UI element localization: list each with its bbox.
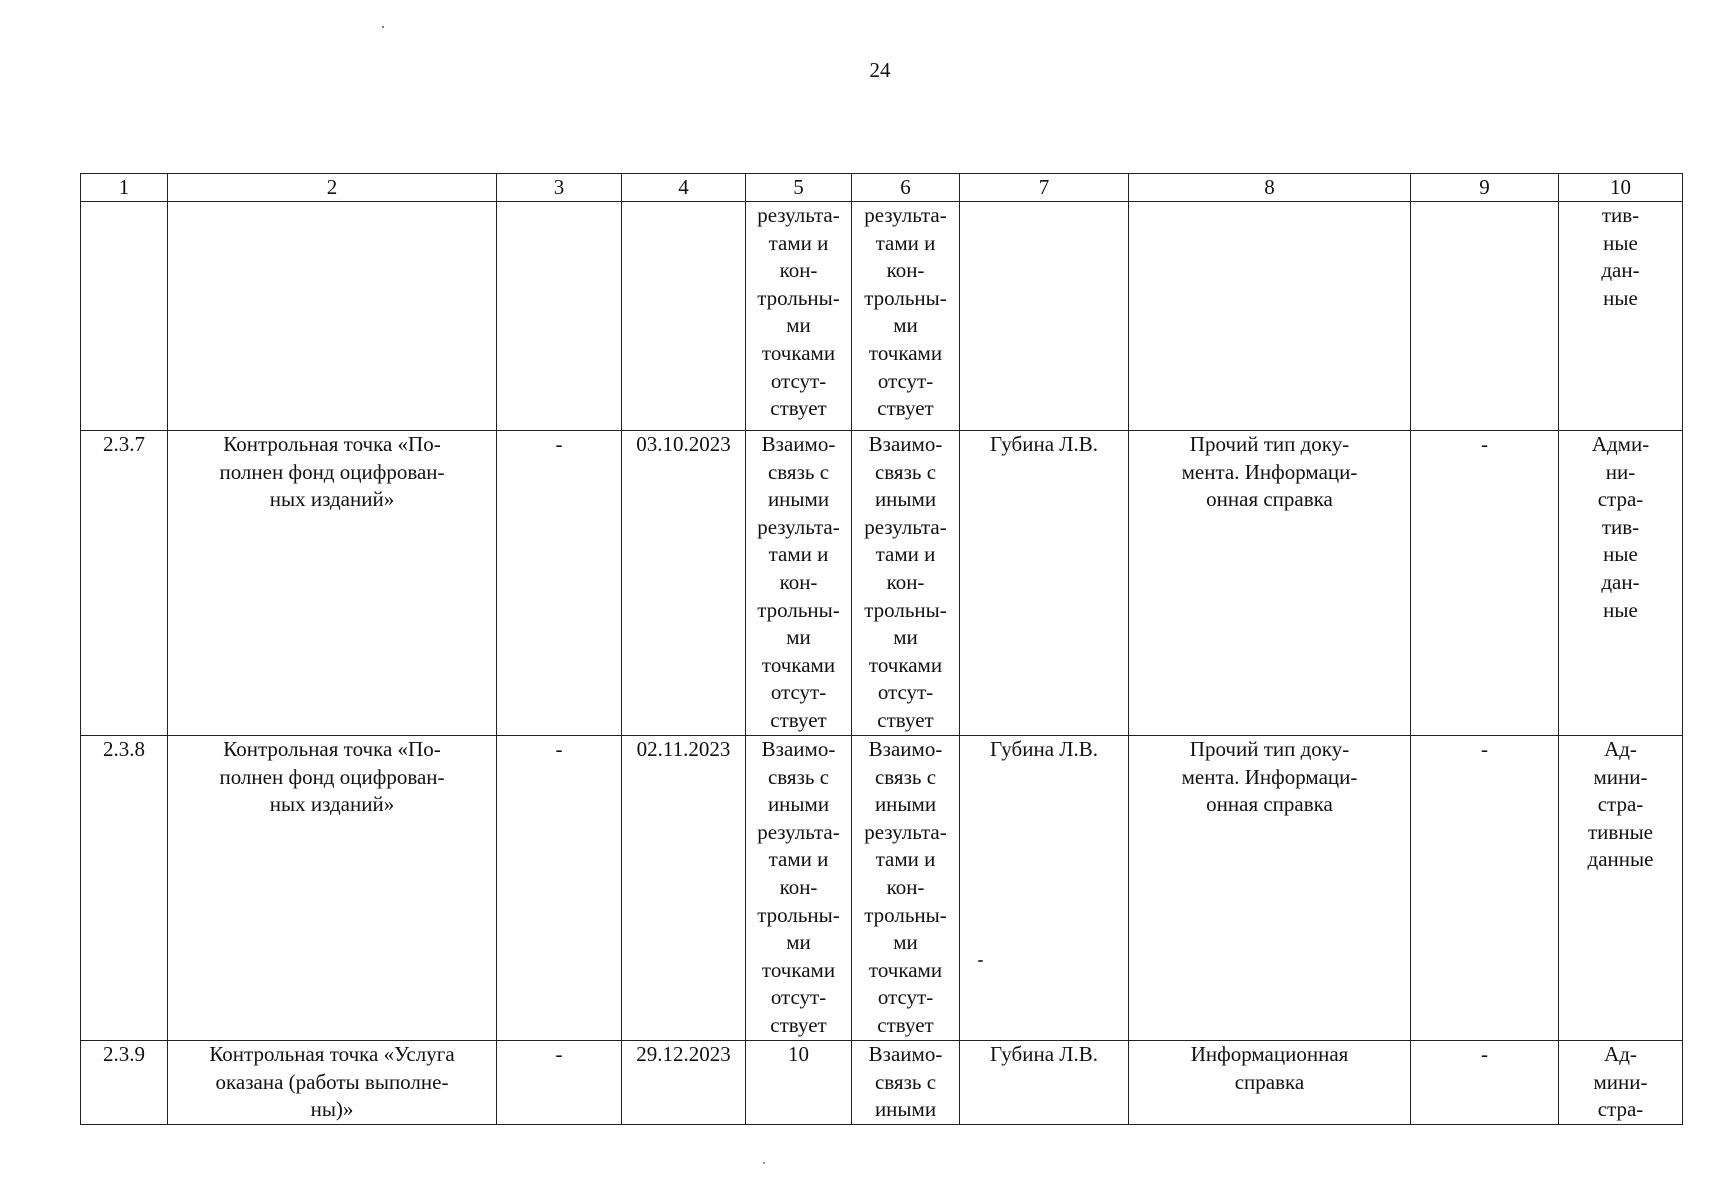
table-row: [81, 1041, 1683, 1125]
cont-cell-8: [1129, 202, 1411, 431]
row-col10: Ад- мини- стра-: [1559, 1041, 1683, 1125]
cont-cell-1: [81, 202, 168, 431]
header-cell-2: 2: [168, 174, 497, 202]
row-name: Контрольная точка «По- полнен фонд оцифрован- ных изданий»: [168, 431, 497, 736]
row-name: Контрольная точка «Услуга оказана (работы выполне- ны)»: [168, 1041, 497, 1125]
row-date: 02.11.2023: [622, 736, 746, 1041]
header-cell-3: 3: [497, 174, 622, 202]
cont-cell-5: результа- тами и кон- трольны- ми точками отсут- ствует: [746, 202, 852, 431]
cont-cell-4: [622, 202, 746, 431]
row-col6: Взаимо- связь с иными: [852, 1041, 960, 1125]
row-responsible: Губина Л.В.: [960, 736, 1129, 1041]
row-name: Контрольная точка «По- полнен фонд оцифрован- ных изданий»: [168, 736, 497, 1041]
row-col5: Взаимо- связь с иными результа- тами и кон- трольны- ми точками отсут- ствует: [746, 431, 852, 736]
row-col3: -: [497, 431, 622, 736]
row-col10: Ад- мини- стра- тивные данные: [1559, 736, 1683, 1041]
cont-cell-6: результа- тами и кон- трольны- ми точками отсут- ствует: [852, 202, 960, 431]
row-responsible: Губина Л.В.: [960, 431, 1129, 736]
row-col3: -: [497, 1041, 622, 1125]
row-number: 2.3.8: [81, 736, 168, 1041]
header-cell-5: 5: [746, 174, 852, 202]
cont-cell-3: [497, 202, 622, 431]
row-col10: Адми- ни- стра- тив- ные дан- ные: [1559, 431, 1683, 736]
cont-cell-10: тив- ные дан- ные: [1559, 202, 1683, 431]
cont-cell-9: [1411, 202, 1559, 431]
header-cell-7: 7: [960, 174, 1129, 202]
row-date: 29.12.2023: [622, 1041, 746, 1125]
header-cell-9: 9: [1411, 174, 1559, 202]
header-cell-10: 10: [1559, 174, 1683, 202]
scan-speck: [382, 26, 384, 28]
table-row: [81, 736, 1683, 1041]
scan-speck: [763, 1162, 765, 1164]
row-col6: Взаимо- связь с иными результа- тами и кон- трольны- ми точками отсут- ствует: [852, 431, 960, 736]
header-cell-8: 8: [1129, 174, 1411, 202]
cont-cell-2: [168, 202, 497, 431]
table-row: [81, 431, 1683, 736]
row-number: 2.3.9: [81, 1041, 168, 1125]
row-col3: -: [497, 736, 622, 1041]
row-col5: Взаимо- связь с иными результа- тами и кон- трольны- ми точками отсут- ствует: [746, 736, 852, 1041]
row-document: Прочий тип доку- мента. Информаци- онная справка: [1129, 736, 1411, 1041]
row-col6: Взаимо- связь с иными результа- тами и кон- трольны- ми точками отсут- ствует: [852, 736, 960, 1041]
row-col9: -: [1411, 431, 1559, 736]
row-col9: -: [1411, 736, 1559, 1041]
page-number: 24: [869, 58, 891, 82]
header-row: [81, 174, 1683, 202]
continuation-row: [81, 202, 1683, 431]
row-number: 2.3.7: [81, 431, 168, 736]
row-responsible: Губина Л.В.: [960, 1041, 1129, 1125]
header-cell-6: 6: [852, 174, 960, 202]
row-date: 03.10.2023: [622, 431, 746, 736]
row-col9: -: [1411, 1041, 1559, 1125]
row-col5: 10: [746, 1041, 852, 1125]
row-document: Информационная справка: [1129, 1041, 1411, 1125]
cont-cell-7: [960, 202, 1129, 431]
row-document: Прочий тип доку- мента. Информаци- онная справка: [1129, 431, 1411, 736]
header-cell-1: 1: [81, 174, 168, 202]
plan-table: [80, 173, 1683, 1125]
header-cell-4: 4: [622, 174, 746, 202]
